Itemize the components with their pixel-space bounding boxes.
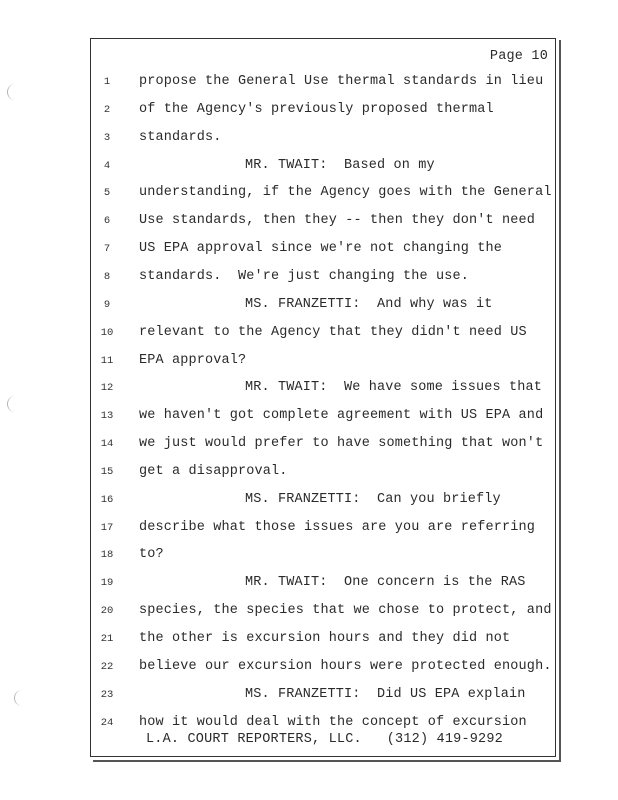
line-number: 14 [100,438,114,451]
line-text: MS. FRANZETTI: Can you briefly [245,491,501,507]
page-border-shadow-bottom [93,760,561,762]
transcript-line [0,518,618,538]
line-number: 7 [103,243,111,256]
transcript-line [0,434,618,454]
page-number: Page 10 [489,49,548,64]
transcript-line [0,267,618,287]
line-text: Use standards, then they -- then they don't need [139,213,536,229]
line-number: 21 [100,633,114,645]
transcript-line [0,462,618,482]
line-number: 8 [103,270,111,283]
line-text: describe what those issues are you are referring [139,519,536,535]
line-text: EPA approval? [139,352,247,368]
line-text: MR. TWAIT: One concern is the RAS [245,575,526,591]
line-number: 6 [103,215,111,228]
footer-reporter-info: L.A. COURT REPORTERS, LLC. (312) 419-9292 [146,732,503,747]
transcript-line [0,629,618,649]
transcript-line [0,128,618,148]
line-number: 11 [100,354,114,367]
line-text: how it would deal with the concept of excursion [139,714,527,730]
transcript-line [0,713,618,733]
line-text: of the Agency's previously proposed thermal [139,101,494,117]
line-text: standards. [139,129,222,145]
transcript-line [0,211,618,231]
line-text: propose the General Use thermal standards in lieu [139,74,544,89]
line-number: 20 [100,605,114,618]
page-border-shadow-right [559,40,561,762]
line-text: to? [139,547,164,563]
line-number: 16 [100,493,114,506]
transcript-line [0,406,618,426]
line-text: MR. TWAIT: We have some issues that [245,380,543,396]
transcript-line [0,657,618,677]
line-number: 17 [100,521,114,534]
line-number: 23 [100,688,114,701]
transcript-line [0,183,618,203]
transcript-line [0,295,618,315]
transcript-line [0,239,618,259]
line-text: MS. FRANZETTI: Did US EPA explain [245,686,526,702]
line-number: 9 [103,298,111,311]
transcript-line [0,323,618,343]
line-number: 19 [100,577,114,590]
line-number: 15 [100,465,114,478]
line-number: 12 [100,382,114,395]
line-text: we just would prefer to have something that won't [139,436,544,452]
line-text: we haven't got complete agreement with US EPA and [139,408,544,424]
transcript-line [0,490,618,510]
transcript-line [0,573,618,593]
line-text: believe our excursion hours were protected enough. [139,658,552,674]
line-text: the other is excursion hours and they did not [139,631,511,646]
line-text: species, the species that we chose to protect, and [139,603,552,619]
line-text: standards. We're just changing the use. [139,268,470,284]
transcript-line [0,601,618,621]
line-number: 2 [103,103,111,116]
line-text: relevant to the Agency that they didn't need US [139,324,527,340]
transcript-line [0,156,618,176]
line-number: 24 [100,716,114,729]
line-number: 10 [100,326,114,339]
line-text: get a disapproval. [139,463,288,479]
transcript-line [0,100,618,120]
line-number: 5 [103,187,111,200]
line-text: understanding, if the Agency goes with the General [139,185,552,201]
line-text: MS. FRANZETTI: And why was it [245,296,493,312]
line-number: 3 [103,131,111,144]
transcript-line [0,685,618,705]
line-text: US EPA approval since we're not changing the [139,241,503,257]
line-number: 4 [103,159,111,172]
line-number: 22 [100,660,114,673]
line-number: 13 [100,410,114,423]
line-number: 18 [100,549,114,562]
transcript-line [0,545,618,565]
transcript-line [0,351,618,371]
line-number: 1 [103,76,111,88]
transcript-line [0,378,618,398]
line-text: MR. TWAIT: Based on my [245,157,435,173]
transcript-line [0,72,618,92]
